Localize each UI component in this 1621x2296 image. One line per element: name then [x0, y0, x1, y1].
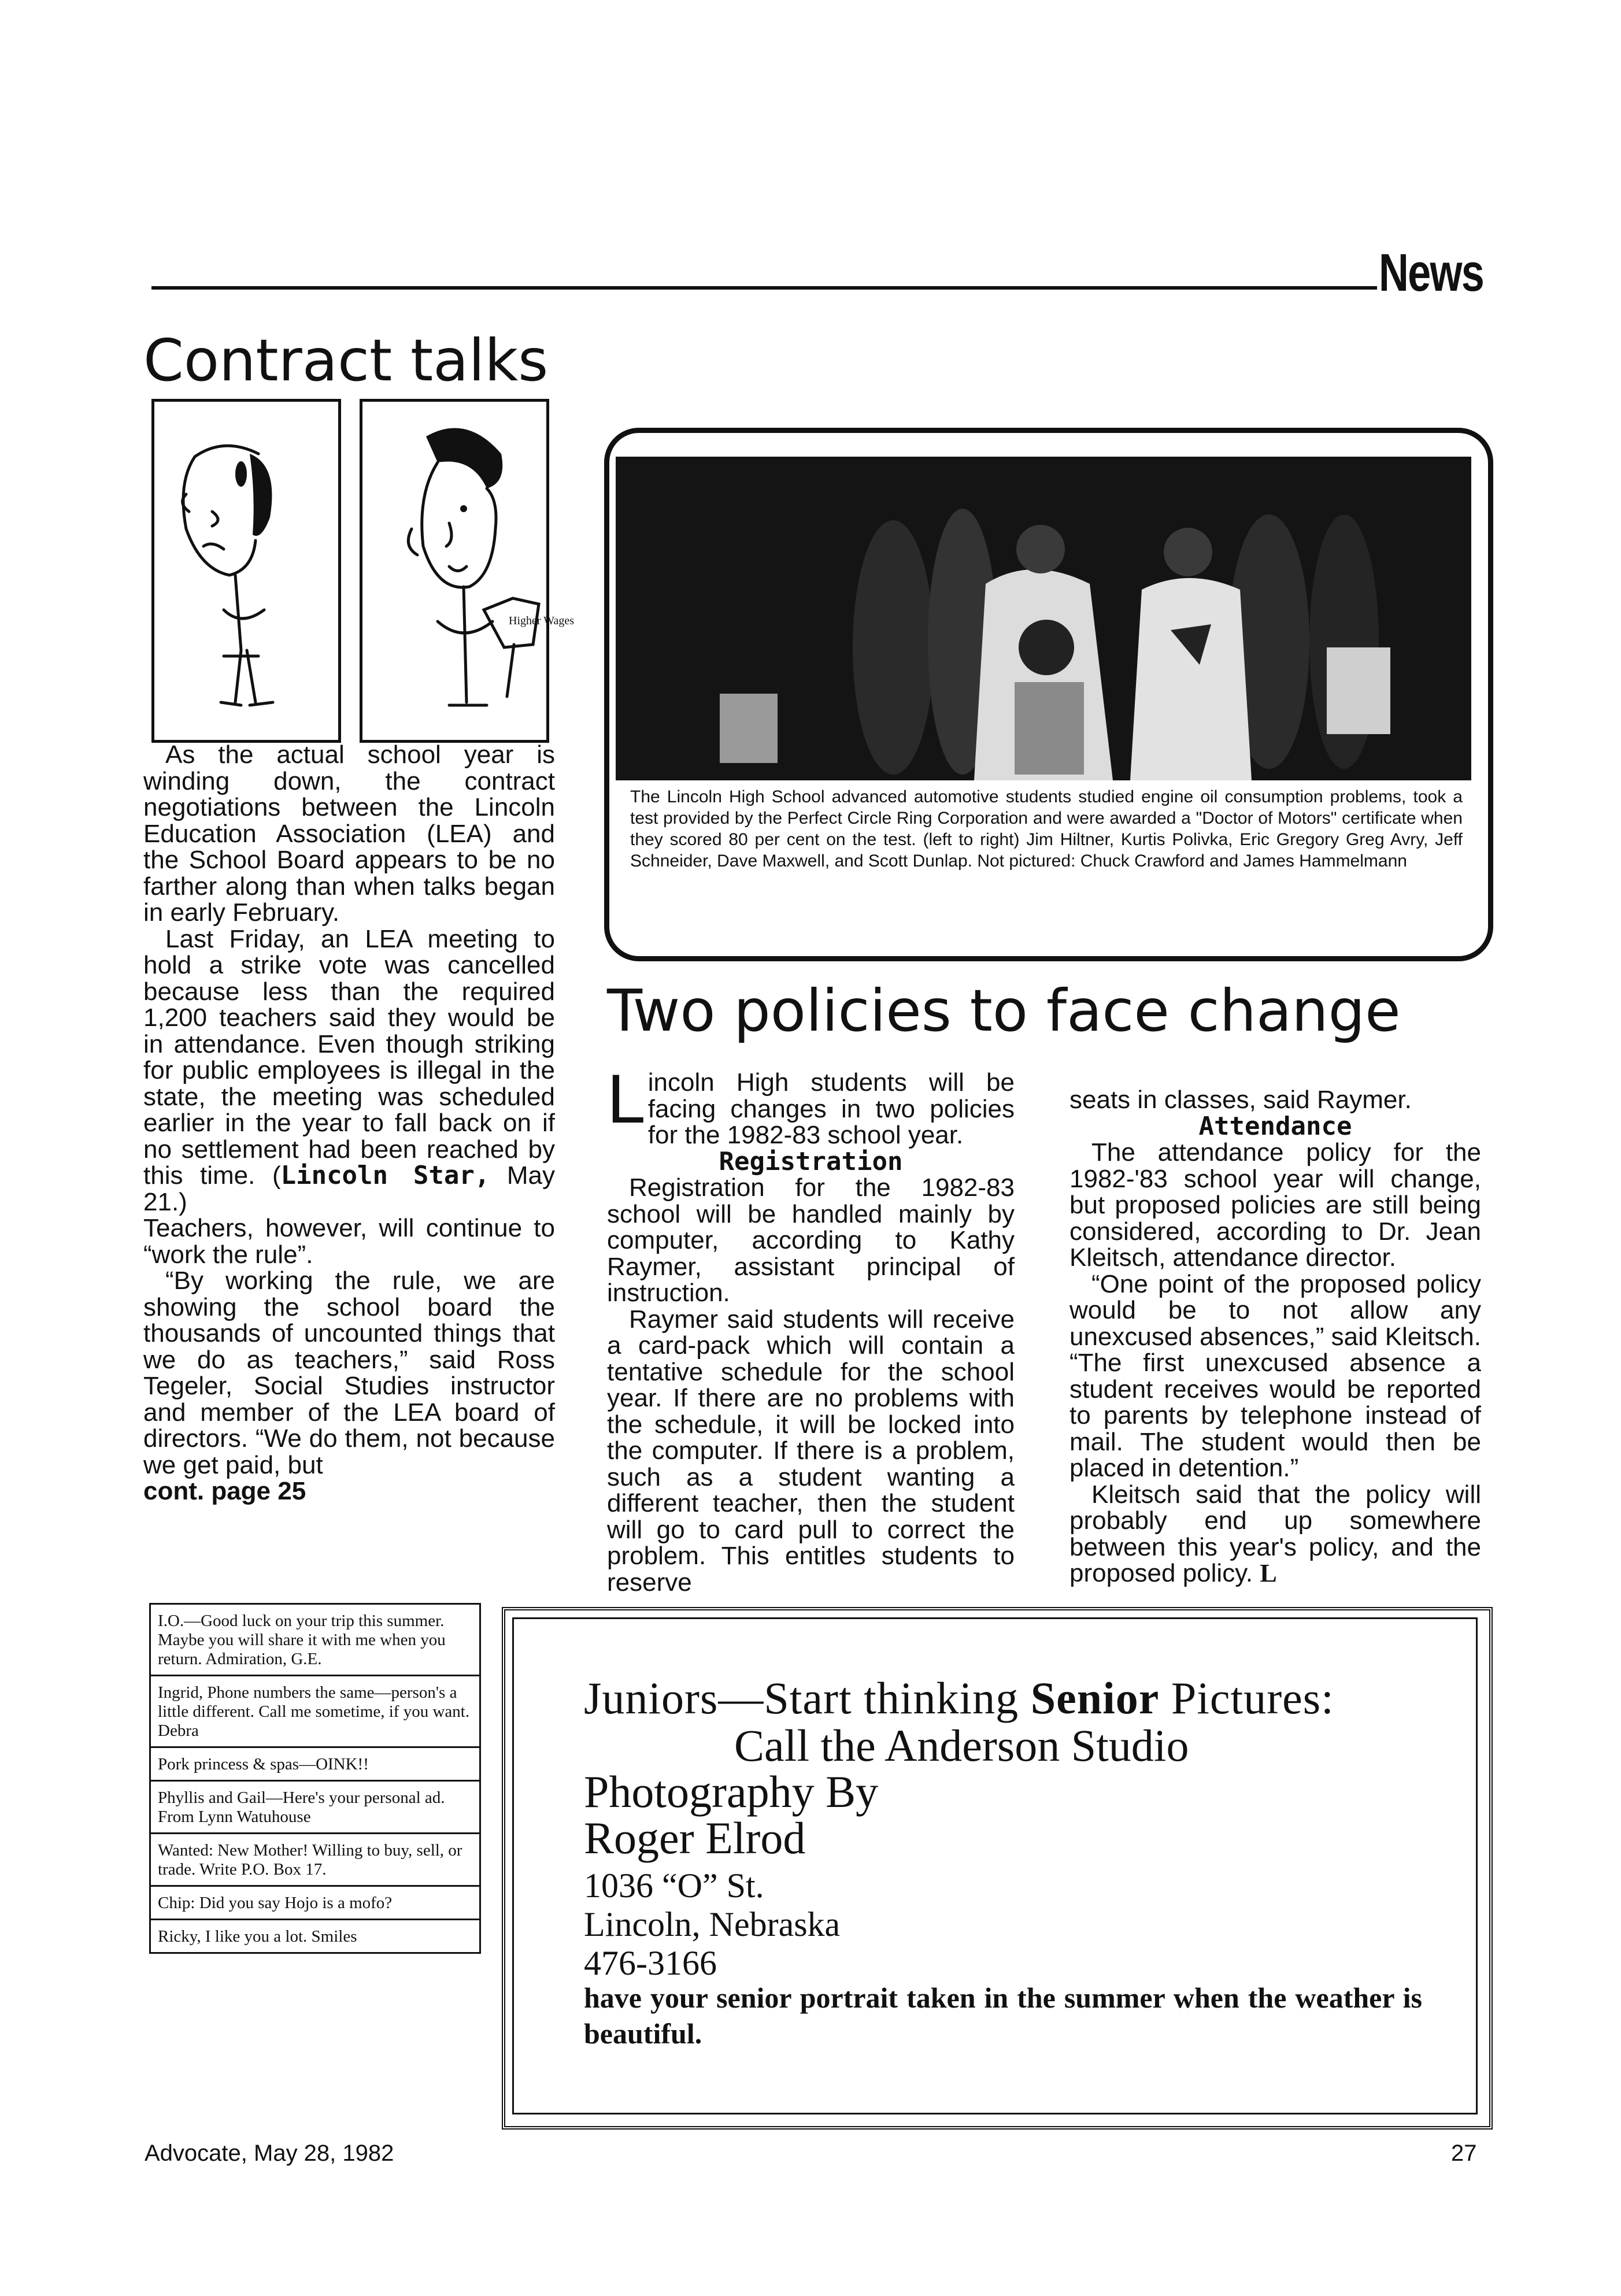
cartoon-panel-right [360, 399, 574, 743]
cartoon-sign-text: Higher Wages [509, 614, 574, 627]
attendance-paragraph-3 [1069, 1482, 1481, 1587]
citation-source: Lincoln Star, [280, 1161, 490, 1190]
registration-paragraph-2: Raymer said students will receive a card-pack which will contain a tentative schedule for the school year. If there are no problems with the schedule, it will be locked into the computer. If there is a problem, such as a student wanting a different teacher, then the student will go to card pull to correct the problem. This entitles students to reserve [607, 1305, 1015, 1597]
personal-ad: Ricky, I like you a lot. Smiles [158, 1927, 357, 1946]
contract-talks-body [143, 742, 555, 1505]
drop-cap: L [607, 1060, 646, 1138]
personal-ad: Chip: Did you say Hojo is a mofo? [151, 1887, 479, 1920]
contract-paragraph-2-text: Last Friday, an LEA meeting to hold a strike vote was cancelled because less than the required 1,200 teachers said they would be in attendance. Even though striking for public employees is illegal in the state, the meeting was scheduled earlier in the year to fall back on if no settlement had been reached by this time. [143, 924, 555, 1190]
cartoon-figure-right-illustration [362, 402, 574, 740]
publication-footer: Advocate, May 28, 1982 [145, 2141, 394, 2166]
ad-studio-name: Call the Anderson Studio [734, 1720, 1189, 1771]
ad-headline-senior: Senior [1030, 1673, 1160, 1723]
policies-column-2 [1069, 1087, 1481, 1587]
two-policies-headline: Two policies to face change [607, 977, 1401, 1045]
cartoon-panel-left [151, 399, 341, 743]
students-photo-illustration [616, 457, 1471, 780]
section-rule [151, 286, 1377, 290]
contract-paragraph-4: “By working the rule, we are showing the school board the thousands of uncounted things that we do as teachers,” said Ross Tegeler, Social Studies instructor and member of the LEA board of directors. “We do them, not because we get paid, but [143, 1266, 555, 1479]
page-number: 27 [1451, 2141, 1477, 2166]
attendance-paragraph-2: “One point of the proposed policy would be to not allow any unexcused absences,” said Kleitsch. “The first unexcused absence a student receives would be reported to parents by telephone instead of mail. The student would then be placed in detention.” [1069, 1269, 1481, 1482]
registration-paragraph-1: Registration for the 1982-83 school will be handled mainly by computer, according to Kathy Raymer, assistant principal of instruction. [607, 1173, 1015, 1307]
contract-talks-headline: Contract talks [143, 327, 549, 394]
contract-paragraph-3: Teachers, however, will continue to “work the rule”. [143, 1214, 555, 1269]
citation-open: ( [272, 1161, 281, 1190]
ad-city: Lincoln, Nebraska [584, 1905, 841, 1943]
policies-intro-text: incoln High students will be facing changes in two policies for the 1982-83 school year. [647, 1068, 1015, 1149]
ad-tagline: have your senior portrait taken in the summer when the weather is beautiful. [584, 1982, 1422, 2050]
continued-link[interactable]: cont. page 25 [143, 1477, 306, 1505]
cartoon-figure-left-illustration [154, 402, 338, 740]
ad-headline [584, 1672, 1334, 1724]
end-mark-icon: L [1260, 1559, 1277, 1587]
personal-ad: Ingrid, Phone numbers the same—person's a little different. Call me sometime, if you want. Debra [151, 1676, 479, 1748]
contract-paragraph-1: As the actual school year is winding down, the contract negotiations between the Lincoln Education Association (LEA) and the School Board appears to be no farther along than when talks began in early February. [143, 740, 555, 927]
personal-ad: Wanted: New Mother! Willing to buy, sell, or trade. Write P.O. Box 17. [151, 1834, 479, 1887]
photo-caption: The Lincoln High School advanced automotive students studied engine oil consumption problems, took a test provided by the Perfect Circle Ring Corporation and were awarded a "Doctor of Motors" certificate when they scored 80 per cent on the test. (left to right) Jim Hiltner, Kurtis Polivka, Eric Gregory Greg Avry, Jeff Schneider, Dave Maxwell, and Scott Dunlap. Not pictured: Chuck Crawford and James Hammelmann [630, 787, 1463, 871]
personal-ad: Pork princess & spas—OINK!! [151, 1748, 479, 1782]
contract-paragraph-2 [143, 926, 555, 1216]
attendance-paragraph-3-text: Kleitsch said that the policy will probably end up somewhere between this year's policy, and the proposed policy. [1069, 1480, 1481, 1587]
attendance-paragraph-1: The attendance policy for the 1982-'83 school year will change, but proposed policies are still being considered, according to Dr. Jean Kleitsch, attendance director. [1069, 1138, 1481, 1272]
policies-column-1 [607, 1060, 1015, 1597]
personal-ad: Phyllis and Gail—Here's your personal ad. From Lynn Watuhouse [151, 1782, 479, 1834]
ad-address: 1036 “O” St. [584, 1867, 764, 1905]
attendance-subhead: Attendance [1198, 1111, 1352, 1141]
personal-ad: I.O.—Good luck on your trip this summer. Maybe you will share it with me when you return. Admiration, G.E. [151, 1605, 479, 1676]
automotive-students-photo [616, 457, 1471, 780]
registration-continued: seats in classes, said Raymer. [1069, 1086, 1412, 1114]
personals-box [149, 1603, 481, 1954]
ad-photography-by: Photography By [584, 1767, 879, 1817]
registration-subhead: Registration [719, 1146, 903, 1176]
ad-headline-part-1: Juniors—Start thinking [584, 1673, 1031, 1723]
citation-date: May 21.) [143, 1161, 555, 1216]
section-label: News [1379, 243, 1484, 302]
ad-photographer: Roger Elrod [584, 1813, 806, 1863]
policies-intro [607, 1060, 1015, 1149]
ad-phone: 476-3166 [584, 1944, 717, 1982]
ad-headline-part-3: Pictures: [1159, 1673, 1334, 1723]
